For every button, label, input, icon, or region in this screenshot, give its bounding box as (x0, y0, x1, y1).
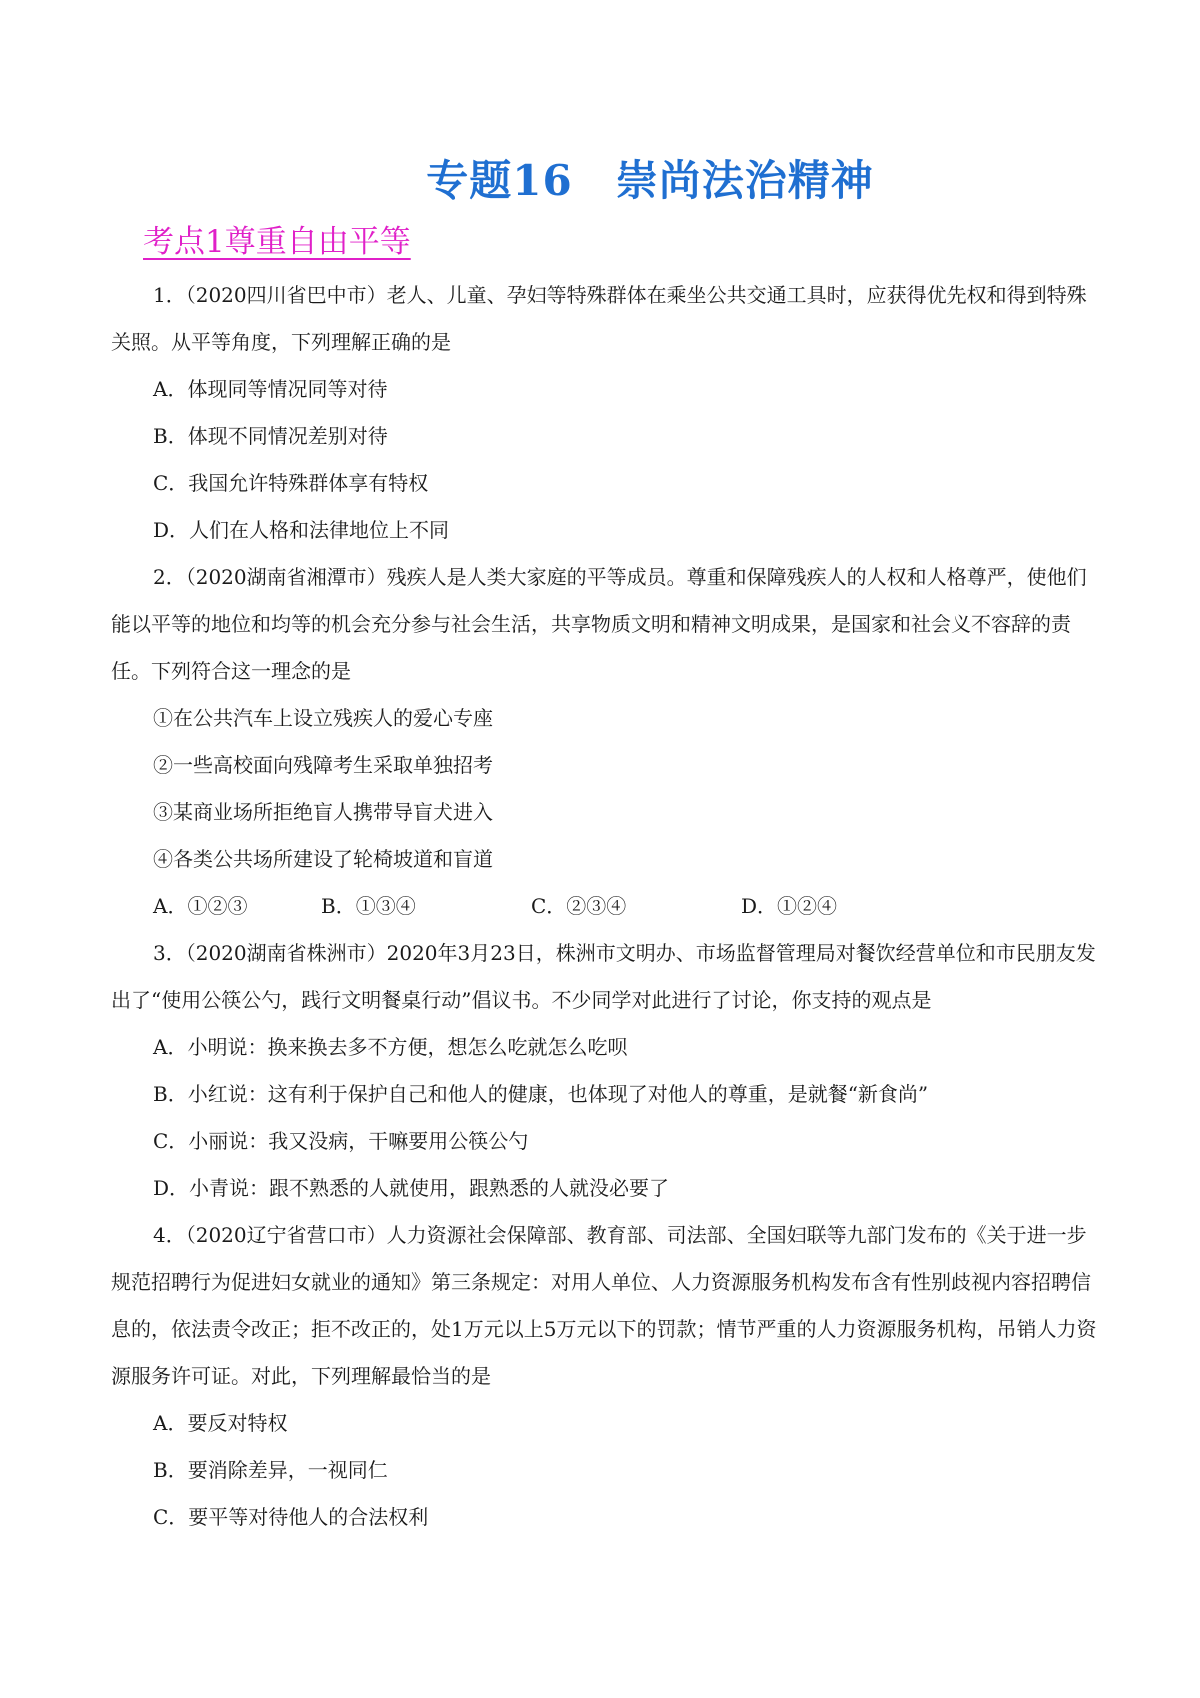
question-1-option-c: C．我国允许特殊群体享有特权 (153, 471, 429, 495)
question-4-option-a: A．要反对特权 (153, 1411, 288, 1435)
question-1-stem: 1．（2020四川省巴中市）老人、儿童、孕妇等特殊群体在乘坐公共交通工具时，应获得优先权和得到特殊关照。从平等角度，下列理解正确的是 (111, 283, 1087, 354)
question-3-option-d: D．小青说：跟不熟悉的人就使用，跟熟悉的人就没必要了 (153, 1176, 670, 1200)
question-4-option-c: C．要平等对待他人的合法权利 (153, 1505, 429, 1529)
question-3-stem: 3．（2020湖南省株洲市）2020年3月23日，株洲市文明办、市场监督管理局对餐饮经营单位和市民朋友发出了“使用公筷公勺，践行文明餐桌行动”倡议书。不少同学对此进行了讨论，你支持的观点是 (111, 941, 1096, 1012)
question-1-option-a: A．体现同等情况同等对待 (153, 377, 388, 401)
question-2-option-d: D．①②④ (741, 894, 838, 918)
question-2-item-3: ③某商业场所拒绝盲人携带导盲犬进入 (153, 800, 493, 824)
question-list (111, 272, 1101, 1541)
question-4-option-b: B．要消除差异，一视同仁 (153, 1458, 388, 1482)
question-2-item-2: ②一些高校面向残障考生采取单独招考 (153, 753, 493, 777)
question-2-item-1: ①在公共汽车上设立残疾人的爱心专座 (153, 706, 493, 730)
section-heading: 考点1尊重自由平等 (143, 224, 411, 260)
question-2-option-c: C．②③④ (531, 894, 627, 918)
page-title: 专题16 崇尚法治精神 (426, 156, 874, 205)
question-1-option-d: D．人们在人格和法律地位上不同 (153, 518, 450, 542)
question-2-options (111, 883, 1101, 930)
question-2-item-4: ④各类公共场所建设了轮椅坡道和盲道 (153, 847, 493, 871)
question-1-option-b: B．体现不同情况差别对待 (153, 424, 388, 448)
question-2-stem: 2．（2020湖南省湘潭市）残疾人是人类大家庭的平等成员。尊重和保障残疾人的人权和人格尊严，使他们能以平等的地位和均等的机会充分参与社会生活，共享物质文明和精神文明成果，是国家和社会义不容辞的责任。下列符合这一理念的是 (111, 565, 1087, 683)
question-4-stem: 4．（2020辽宁省营口市）人力资源社会保障部、教育部、司法部、全国妇联等九部门发布的《关于进一步规范招聘行为促进妇女就业的通知》第三条规定：对用人单位、人力资源服务机构发布含有性别歧视内容招聘信息的，依法责令改正；拒不改正的，处1万元以上5万元以下的罚款；情节严重的人力资源服务机构，吊销人力资源服务许可证。对此，下列理解最恰当的是 (111, 1223, 1097, 1388)
question-2-option-b: B．①③④ (321, 894, 416, 918)
question-3-option-b: B．小红说：这有利于保护自己和他人的健康，也体现了对他人的尊重，是就餐“新食尚” (153, 1082, 929, 1106)
question-3-option-a: A．小明说：换来换去多不方便，想怎么吃就怎么吃呗 (153, 1035, 628, 1059)
question-3-option-c: C．小丽说：我又没病，干嘛要用公筷公勺 (153, 1129, 529, 1153)
question-2-option-a: A．①②③ (153, 894, 248, 918)
